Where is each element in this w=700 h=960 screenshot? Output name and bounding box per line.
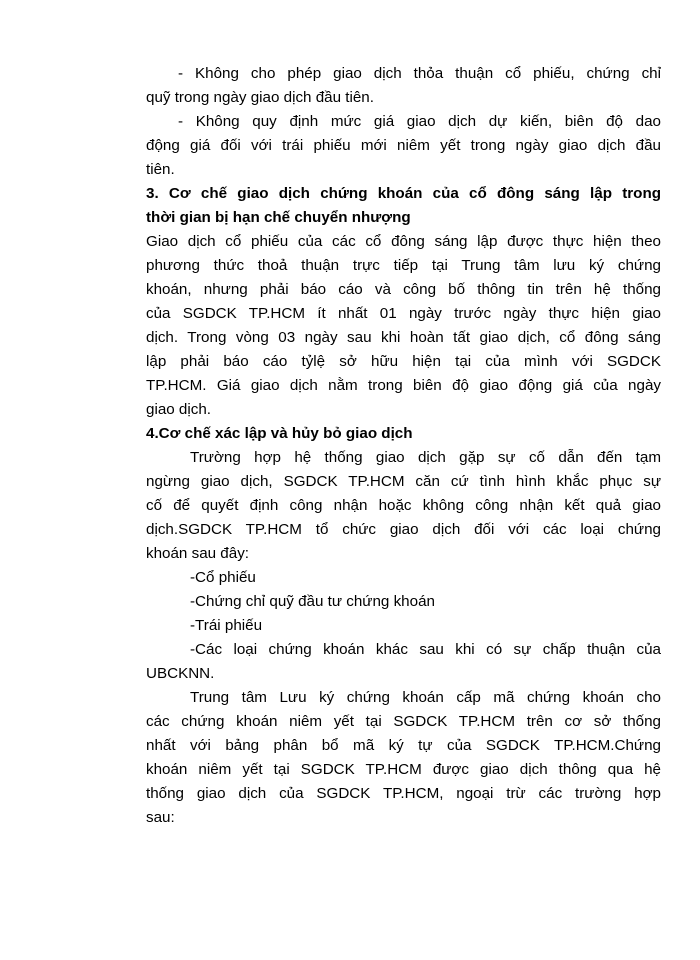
body-text-line: -Chứng chỉ quỹ đầu tư chứng khoán: [190, 593, 435, 610]
body-text-line: TP.HCM. Giá giao dịch nằm trong biên độ giao động giá của ngày: [146, 377, 661, 394]
body-text-line: giao dịch.: [146, 401, 212, 418]
body-text-line: Trung tâm Lưu ký chứng khoán cấp mã chứng khoán cho: [190, 689, 661, 706]
body-text-line: lập phải báo cáo tỷlệ sở hữu hiện tại của mình với SGDCK: [146, 353, 661, 370]
body-text-line: - Không quy định mức giá giao dịch dự kiến, biên độ dao: [178, 113, 661, 130]
section-heading-line: 3. Cơ chế giao dịch chứng khoán của cổ đông sáng lập trong: [146, 185, 661, 202]
body-text-line: của SGDCK TP.HCM ít nhất 01 ngày trước ngày thực hiện giao: [146, 305, 661, 322]
body-text-line: -Cổ phiếu: [190, 569, 256, 586]
body-text-line: thống giao dịch của SGDCK TP.HCM, ngoại trừ các trường hợp: [146, 785, 661, 802]
body-text-line: dịch. Trong vòng 03 ngày sau khi hoàn tất giao dịch, cổ đông sáng: [146, 329, 661, 346]
body-text-line: quỹ trong ngày giao dịch đầu tiên.: [146, 89, 374, 106]
section-heading-line: thời gian bị hạn chế chuyển nhượng: [146, 209, 411, 226]
body-text-line: khoán niêm yết tại SGDCK TP.HCM được giao dịch thông qua hệ: [146, 761, 661, 778]
body-text-line: -Trái phiếu: [190, 617, 263, 634]
body-text-line: Trường hợp hệ thống giao dịch gặp sự cố dẫn đến tạm: [190, 449, 661, 466]
body-text-line: sau:: [146, 809, 175, 826]
body-text-line: dịch.SGDCK TP.HCM tổ chức giao dịch đối với các loại chứng: [146, 521, 661, 538]
body-text-line: cố để quyết định công nhận hoặc không công nhận kết quả giao: [146, 497, 661, 514]
body-text-line: nhất với bảng phân bổ mã ký tự của SGDCK TP.HCM.Chứng: [146, 737, 661, 754]
section-heading-line: 4.Cơ chế xác lập và hủy bỏ giao dịch: [146, 425, 413, 442]
body-text-line: khoán sau đây:: [146, 545, 250, 562]
body-text-line: - Không cho phép giao dịch thỏa thuận cổ phiếu, chứng chỉ: [178, 65, 661, 82]
body-text-line: -Các loại chứng khoán khác sau khi có sự chấp thuận của: [190, 641, 661, 658]
document-page: [146, 62, 661, 830]
body-text-line: phương thức thoả thuận trực tiếp tại Trung tâm lưu ký chứng: [146, 257, 661, 274]
body-text-line: động giá đối với trái phiếu mới niêm yết trong ngày giao dịch đầu: [146, 137, 661, 154]
body-text-line: ngừng giao dịch, SGDCK TP.HCM căn cứ tình hình khắc phục sự: [146, 473, 661, 490]
body-text-line: Giao dịch cổ phiếu của các cổ đông sáng lập được thực hiện theo: [146, 233, 661, 250]
body-text-line: các chứng khoán niêm yết tại SGDCK TP.HCM trên cơ sở thống: [146, 713, 661, 730]
body-text-line: tiên.: [146, 161, 175, 178]
body-text-line: khoán, nhưng phải báo cáo và công bố thông tin trên hệ thống: [146, 281, 661, 298]
body-text-line: UBCKNN.: [146, 665, 215, 682]
